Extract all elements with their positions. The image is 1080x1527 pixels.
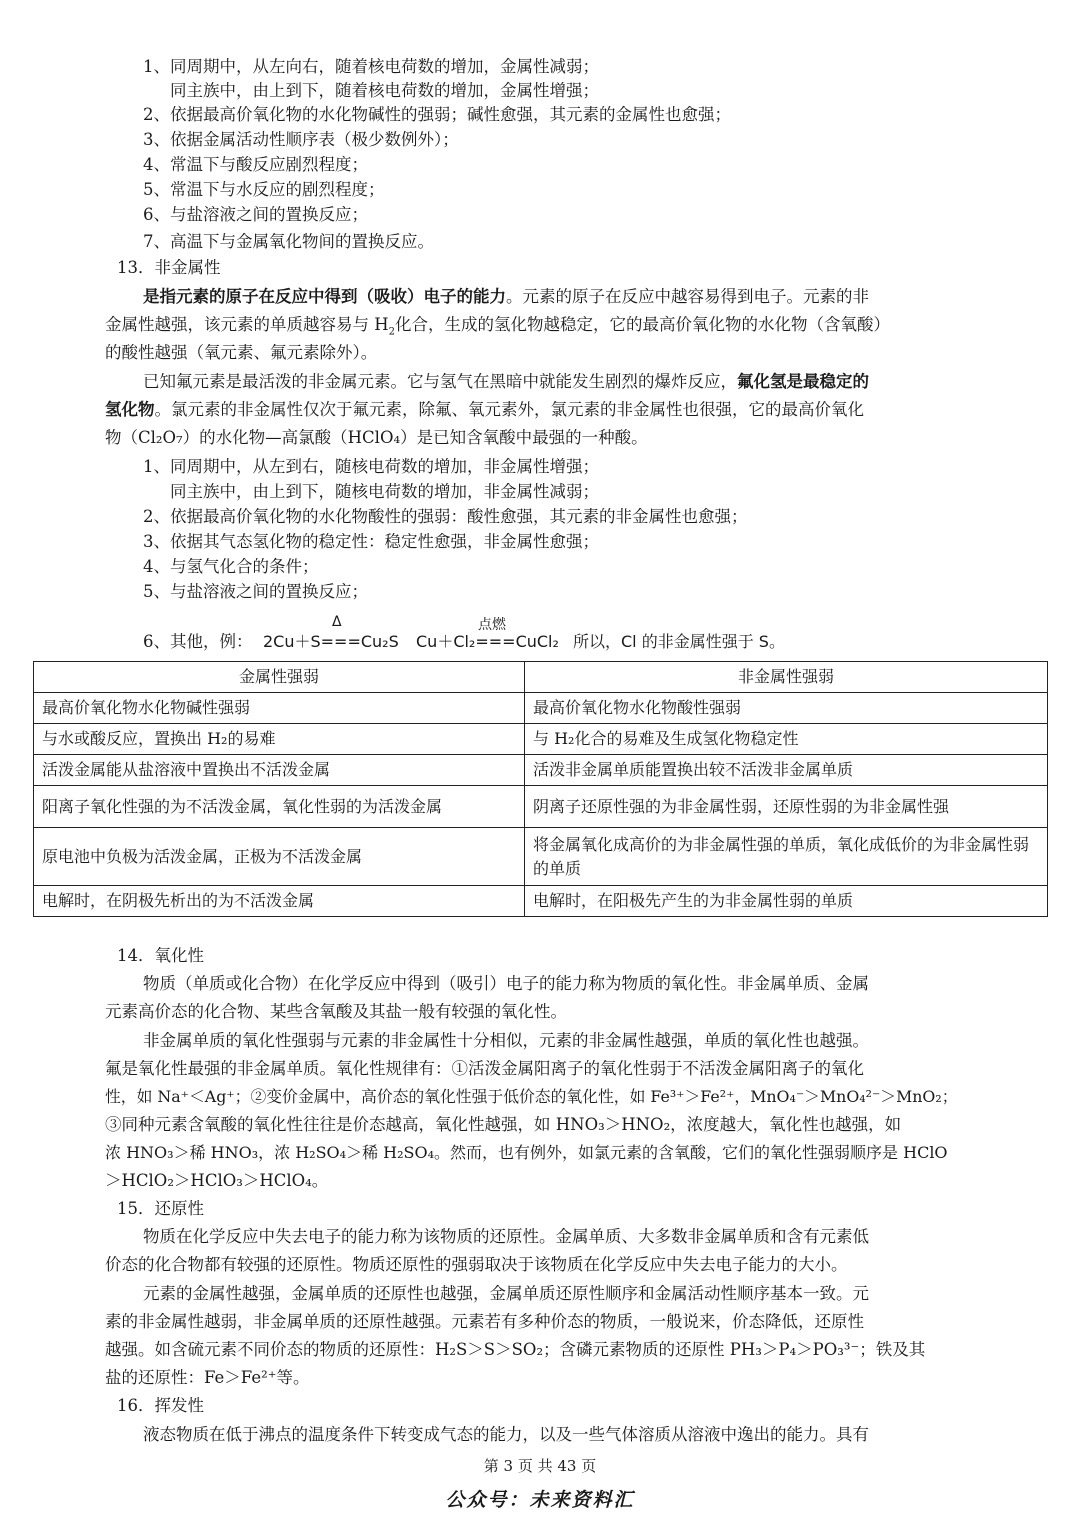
table-cell: 活泼非金属单质能置换出较不活泼非金属单质 — [525, 755, 1048, 786]
table-cell: 最高价氧化物水化物碱性强弱 — [34, 693, 525, 724]
s13-definition-bold: 是指元素的原子在反应中得到（吸收）电子的能力 — [143, 287, 506, 306]
s13-para1-line2b: 化合，生成的氢化物越稳定，它的最高价氧化物的水化物（含氧酸） — [395, 315, 891, 334]
ignite-condition: 点燃 — [478, 617, 506, 633]
s13-para1-line2a: 金属性越强，该元素的单质越容易与 H — [105, 315, 389, 334]
s15-line: 盐的还原性：Fe＞Fe²⁺等。 — [105, 1368, 310, 1387]
metal-rule-4: 4、常温下与酸反应剧烈程度； — [143, 155, 368, 174]
s14-line: ③同种元素含氧酸的氧化性往往是价态越高，氧化性越强，如 HNO₃＞HNO₂，浓度越大，氧化性也越强，如 — [105, 1115, 902, 1134]
s13-para1-line3: 的酸性越强（氧元素、氟元素除外）。 — [105, 343, 378, 362]
s14-line: ＞HClO₂＞HClO₃＞HClO₄。 — [105, 1171, 329, 1190]
equation-cu-s: 2Cu＋S===Cu₂S — [263, 632, 399, 651]
table-header-metal: 金属性强弱 — [34, 662, 525, 693]
source-watermark: 公众号：未来资料汇 — [445, 1489, 635, 1511]
metal-rule-3: 3、依据金属活动性顺序表（极少数例外）； — [143, 130, 459, 149]
s13-rule-1: 1、同周期中，从左到右，随核电荷数的增加，非金属性增强； — [143, 457, 599, 476]
metal-rule-5: 5、常温下与水反应的剧烈程度； — [143, 180, 385, 199]
s13-para1-line2: 金属性越强，该元素的单质越容易与 $H_2$化合，生成的氢化物越稳定，它的最高价氧化物的水化物（含氧酸） — [105, 315, 891, 338]
s15-line: 价态的化合物都有较强的还原性。物质还原性的强弱取决于该物质在化学反应中失去电子能力的大小。 — [105, 1255, 848, 1274]
s13-para2-line1 — [143, 370, 869, 394]
s13-para2-bold: 氟化氢是最稳定的 — [737, 372, 869, 391]
s13-rule-2: 2、依据最高价氧化物的水化物酸性的强弱：酸性愈强，其元素的非金属性也愈强； — [143, 507, 748, 526]
table-cell: 原电池中负极为活泼金属，正极为不活泼金属 — [34, 828, 525, 886]
s13-rule-4: 4、与氢气化合的条件； — [143, 557, 319, 576]
section-16-heading: 16．挥发性 — [117, 1396, 204, 1415]
table-cell: 与 H₂化合的易难及生成氢化物稳定性 — [525, 724, 1048, 755]
section-15-heading: 15．还原性 — [117, 1199, 204, 1218]
metal-rule-1b: 同主族中，由上到下，随着核电荷数的增加，金属性增强； — [170, 81, 599, 100]
page-number: 第 3 页 共 43 页 — [483, 1457, 597, 1475]
s13-rule-6-prefix: 6、其他，例： — [143, 632, 253, 651]
table-cell: 电解时，在阴极先析出的为不活泼金属 — [34, 886, 525, 917]
table-cell: 与水或酸反应，置换出 H₂的易难 — [34, 724, 525, 755]
s15-line: 越强。如含硫元素不同价态的物质的还原性：H₂S＞S＞SO₂；含磷元素物质的还原性 PH₃＞P₄＞PO₃³⁻；铁及其 — [105, 1340, 926, 1359]
s13-para2-text2: 。氯元素的非金属性仅次于氟元素，除氟、氧元素外，氯元素的非金属性也很强，它的最高价氧化 — [154, 400, 864, 419]
heat-condition: Δ — [332, 614, 342, 630]
s14-line: 氟是氧化性最强的非金属单质。氧化性规律有：①活泼金属阳离子的氧化性弱于不活泼金属阳离子的氧化 — [105, 1059, 864, 1078]
s13-para2-line3: 物（Cl₂O₇）的水化物—高氯酸（HClO₄）是已知含氧酸中最强的一种酸。 — [105, 428, 648, 447]
comparison-table — [33, 661, 1048, 917]
metal-rule-6: 6、与盐溶液之间的置换反应； — [143, 205, 368, 224]
equation-cu-cl2: Cu＋Cl₂===CuCl₂ — [416, 632, 559, 651]
metal-rule-2: 2、依据最高价氧化物的水化物碱性的强弱；碱性愈强，其元素的金属性也愈强； — [143, 105, 731, 124]
s13-rule-1b: 同主族中，由上到下，随核电荷数的增加，非金属性减弱； — [170, 482, 599, 501]
s13-para1-text: 。元素的原子在反应中越容易得到电子。元素的非 — [506, 287, 869, 306]
table-cell: 活泼金属能从盐溶液中置换出不活泼金属 — [34, 755, 525, 786]
s16-line: 液态物质在低于沸点的温度条件下转变成气态的能力，以及一些气体溶质从溶液中逸出的能力。具有 — [143, 1425, 869, 1444]
table-cell: 电解时，在阳极先产生的为非金属性弱的单质 — [525, 886, 1048, 917]
s15-line: 元素的金属性越强，金属单质的还原性也越强，金属单质还原性顺序和金属活动性顺序基本一致。元 — [143, 1284, 869, 1303]
table-cell: 最高价氧化物水化物酸性强弱 — [525, 693, 1048, 724]
table-cell: 阴离子还原性强的为非金属性弱，还原性弱的为非金属性强 — [525, 786, 1048, 828]
s14-line: 浓 HNO₃＞稀 HNO₃，浓 H₂SO₄＞稀 H₂SO₄。然而，也有例外，如氯元素的含氧酸，它们的氧化性强弱顺序是 HClO — [105, 1143, 948, 1162]
s13-rule-6-suffix: 所以，Cl 的非金属性强于 S。 — [573, 632, 785, 651]
s14-line: 物质（单质或化合物）在化学反应中得到（吸引）电子的能力称为物质的氧化性。非金属单质、金属 — [143, 974, 869, 993]
s15-line: 物质在化学反应中失去电子的能力称为该物质的还原性。金属单质、大多数非金属单质和含有元素低 — [143, 1227, 869, 1246]
s14-line: 非金属单质的氧化性强弱与元素的非金属性十分相似，元素的非金属性越强，单质的氧化性也越强。 — [143, 1031, 869, 1050]
s13-rule-5: 5、与盐溶液之间的置换反应； — [143, 582, 368, 601]
s15-line: 素的非金属性越弱，非金属单质的还原性越强。元素若有多种价态的物质，一般说来，价态降低，还原性 — [105, 1312, 864, 1331]
table-cell: 阳离子氧化性强的为不活泼金属，氧化性弱的为活泼金属 — [34, 786, 525, 828]
metal-rule-1: 1、同周期中，从左向右，随着核电荷数的增加，金属性减弱； — [143, 57, 599, 76]
s13-para2-text: 已知氟元素是最活泼的非金属元素。它与氢气在黑暗中就能发生剧烈的爆炸反应， — [143, 372, 737, 391]
s14-line: 性，如 Na⁺＜Ag⁺；②变价金属中，高价态的氧化性强于低价态的氧化性，如 Fe³⁺＞Fe²⁺，MnO₄⁻＞MnO₄²⁻＞MnO₂； — [105, 1087, 958, 1106]
table-header-nonmetal: 非金属性强弱 — [525, 662, 1048, 693]
metal-rule-7: 7、高温下与金属氧化物间的置换反应。 — [143, 232, 434, 251]
s13-para2-bold2: 氢化物 — [105, 400, 155, 419]
s13-para2-line2 — [105, 398, 864, 422]
s14-line: 元素高价态的化合物、某些含氧酸及其盐一般有较强的氧化性。 — [105, 1002, 567, 1021]
section-14-heading: 14．氧化性 — [117, 946, 204, 965]
table-cell: 将金属氧化成高价的为非金属性强的单质，氧化成低价的为非金属性弱的单质 — [525, 828, 1048, 886]
section-13-heading: 13．非金属性 — [117, 258, 221, 277]
s13-para1-line1 — [143, 285, 869, 309]
s13-rule-3: 3、依据其气态氢化物的稳定性：稳定性愈强，非金属性愈强； — [143, 532, 599, 551]
